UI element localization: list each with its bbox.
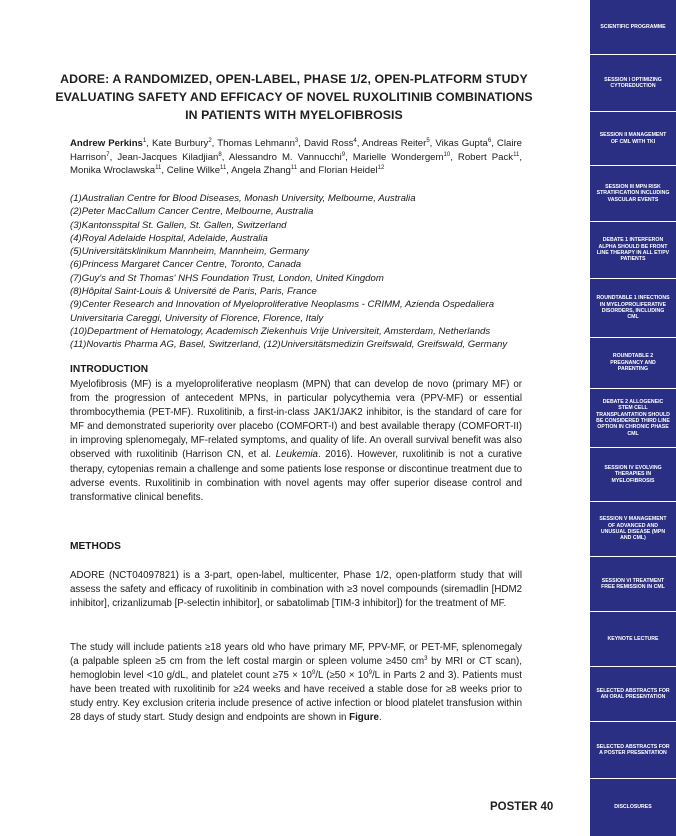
author-affiliation-index: 1 bbox=[142, 137, 147, 144]
intro-journal: Leukemia bbox=[275, 449, 318, 461]
author-name: Robert Pack bbox=[457, 151, 514, 163]
methods-p2-c: /L (≥50 × 10 bbox=[315, 670, 369, 682]
author-affiliation-index: 3 bbox=[294, 137, 299, 144]
author-list: Andrew Perkins$^1$, Kate Burbury$^2$, Thomas Lehmann$^3$, David Ross$^4$, Andreas Reiter$^5$, Vikas Gupta$^6$, Claire Harrison$^7$, Jean-Jacques Kiladjian$^8$, Alessandro M. Vannucchi$^9$, Marielle Wondergem$^{10}$, Robert Pack$^{11}$, Monika Wroclawska$^{11}$, Celine Wilke$^{11}$, Angela Zhang$^{11}$ and Florian Heidel$^{12}$ bbox=[70, 137, 522, 176]
sidebar-item-6[interactable] bbox=[590, 279, 676, 338]
methods-p2-sup3: 9 bbox=[368, 669, 372, 676]
introduction-heading: INTRODUCTION bbox=[70, 364, 149, 375]
affiliation-10: (10)Department of Hematology, Academisch Ziekenhuis Vrije Universiteit, Amsterdam, Netherlands bbox=[70, 325, 491, 337]
affiliation-7: (7)Guy's and St Thomas' NHS Foundation Trust, London, United Kingdom bbox=[70, 272, 384, 284]
sidebar-item-8[interactable] bbox=[590, 389, 676, 448]
sidebar-item-5[interactable] bbox=[590, 222, 676, 279]
affiliation-6: (6)Princess Margaret Cancer Centre, Toronto, Canada bbox=[70, 259, 302, 271]
methods-paragraph-1: ADORE (NCT04097821) is a 3-part, open-label, multicenter, Phase 1/2, open-platform study that will assess the safety and efficacy of ruxolitinib in combination with ≥3 novel compounds (siremadlin [HDM2 inhibitor], crizanlizumab [P-selectin inhibitor], or sabatolimab [TIM-3 inhibitor]) for the treatment of MF. bbox=[70, 570, 522, 610]
author-15 bbox=[318, 165, 384, 176]
sidebar-item-label: SELECTED ABSTRACTS FOR AN ORAL PRESENTATION bbox=[596, 687, 670, 700]
sidebar-item-1[interactable] bbox=[590, 0, 676, 55]
methods-p2-a: The study will include patients ≥18 years old who have primary MF, PPV-MF, or PET-MF, splenomegaly (a palpable spleen ≥5 cm from the left costal margin or spleen volume ≥450 cm bbox=[70, 642, 522, 668]
sidebar-item-label: ROUNDTABLE 1 INFECTIONS IN MYELOPROLIFERATIVE DISORDERS, INCLUDING CML bbox=[596, 295, 670, 321]
poster-number: POSTER 40 bbox=[490, 801, 554, 813]
sidebar-item-label: SESSION III MPN RISK STRATIFICATION INCLUDING VASCULAR EVENTS bbox=[596, 183, 670, 203]
author-name: Jean-Jacques Kiladjian bbox=[117, 151, 219, 163]
intro-text-a: Myelofibrosis (MF) is a myeloproliferative neoplasm (MPN) that can develop de novo (primary MF) or from the progression of antecedent MPNs, in particular polycythemia vera (PPV-MF) or essential thrombocythemia (PET-MF). Ruxolitinib, a first-in-class JAK1/JAK2 inhibitor, is the standard of care for MF and demonstrated superiority over placebo (COMFORT-I) and best available therapy (COMFORT-II) in improving splenomegaly, MF-related symptoms, and quality of life. An overall survival benefit was also observed with ruxolitinib (Harrison CN, et al. bbox=[70, 379, 522, 461]
methods-p2-d: /L in Parts 2 and 3). Patients must have been treated with ruxolitinib for ≥24 weeks and have received a stable dose for ≥8 weeks prior to study entry. Key exclusion criteria include presence of active infection or blood platelet transfusion within 28 days of study start. Study design and endpoints are shown in bbox=[70, 670, 522, 724]
title-line-2: EVALUATING SAFETY AND EFFICACY OF NOVEL RUXOLITINIB COMBINATIONS bbox=[55, 90, 533, 104]
author-2 bbox=[152, 138, 212, 149]
author-affiliation-index: 10 bbox=[443, 151, 451, 158]
author-affiliation-index: 2 bbox=[208, 137, 212, 144]
author-affiliation-index: 6 bbox=[487, 137, 492, 144]
methods-paragraph-2 bbox=[70, 641, 522, 726]
sidebar-item-label: SESSION II MANAGEMENT OF CML WITH TKI bbox=[599, 132, 667, 145]
author-affiliation-index: 9 bbox=[341, 151, 346, 158]
author-name: Claire Harrison bbox=[70, 138, 522, 163]
author-affiliation-index: 11 bbox=[155, 164, 162, 171]
author-1 bbox=[70, 138, 146, 149]
author-4 bbox=[304, 138, 357, 149]
author-name: Florian Heidel bbox=[318, 165, 378, 176]
author-13 bbox=[167, 165, 227, 176]
affiliation-9-cont: Universitaria Careggi, University of Florence, Florence, Italy bbox=[70, 312, 324, 324]
author-affiliation-index: 11 bbox=[290, 164, 298, 171]
affiliation-2: (2)Peter MacCallum Cancer Centre, Melbourne, Australia bbox=[70, 206, 314, 218]
sidebar-item-label: DEBATE 1 INTERFERON ALPHA SHOULD BE FRONT LINE THERAPY IN ALL ET/PV PATIENTS bbox=[596, 237, 670, 263]
author-affiliation-index: 8 bbox=[218, 151, 222, 158]
author-6 bbox=[435, 138, 491, 149]
author-affiliation-index: 11 bbox=[513, 151, 520, 158]
sidebar-item-13[interactable] bbox=[590, 667, 676, 722]
sidebar-item-label: SCIENTIFIC PROGRAMME bbox=[600, 23, 666, 30]
sidebar-item-3[interactable] bbox=[590, 112, 676, 166]
sidebar-item-label: SESSION I OPTIMIZING CYTOREDUCTION bbox=[604, 76, 662, 89]
affiliation-list bbox=[70, 192, 530, 352]
sidebar-nav bbox=[590, 0, 676, 836]
author-12 bbox=[70, 165, 161, 176]
sidebar-item-11[interactable] bbox=[590, 557, 676, 612]
affiliation-1: (1)Australian Centre for Blood Diseases, Monash University, Melbourne, Australia bbox=[70, 193, 416, 204]
sidebar-item-label: KEYNOTE LECTURE bbox=[607, 635, 659, 642]
sidebar-item-9[interactable] bbox=[590, 448, 676, 502]
figure-reference: Figure bbox=[349, 712, 379, 724]
author-name: Alessandro M. Vannucchi bbox=[228, 151, 342, 163]
author-name: Andrew Perkins bbox=[70, 138, 143, 149]
author-affiliation-index: 7 bbox=[106, 151, 110, 158]
introduction-text bbox=[70, 378, 522, 505]
affiliation-9: (9)Center Research and Innovation of Myeloproliferative Neoplasms - CRIMM, Azienda Ospedaliera bbox=[70, 299, 495, 311]
sidebar-item-14[interactable] bbox=[590, 722, 676, 779]
methods-p2-end: . bbox=[378, 712, 382, 724]
author-affiliation-index: 5 bbox=[426, 137, 430, 144]
sidebar-item-4[interactable] bbox=[590, 166, 676, 222]
author-name: David Ross bbox=[303, 138, 354, 149]
sidebar-item-12[interactable] bbox=[590, 612, 676, 667]
author-affiliation-index: 12 bbox=[377, 164, 385, 171]
affiliation-11-12: (11)Novartis Pharma AG, Basel, Switzerland, (12)Universitätsmedizin Greifswald, Greifswald, Germany bbox=[70, 339, 508, 351]
author-5 bbox=[362, 138, 430, 149]
author-name: Monika Wroclawska bbox=[70, 165, 156, 176]
author-11 bbox=[458, 152, 519, 163]
affiliation-4: (4)Royal Adelaide Hospital, Adelaide, Australia bbox=[70, 232, 268, 244]
page-title bbox=[40, 70, 548, 124]
methods-heading: METHODS bbox=[70, 541, 121, 552]
sidebar-item-label: DISCLOSURES bbox=[614, 804, 652, 811]
author-name: Celine Wilke bbox=[166, 165, 221, 176]
sidebar-item-label: SELECTED ABSTRACTS FOR A POSTER PRESENTATION bbox=[596, 743, 670, 756]
author-name: Thomas Lehmann bbox=[217, 138, 295, 149]
author-3 bbox=[217, 138, 298, 149]
affiliation-5: (5)Universitätsklinikum Mannheim, Mannheim, Germany bbox=[70, 246, 309, 258]
sidebar-item-label: SESSION V MANAGEMENT OF ADVANCED AND UNUSUAL DISEASE (MPN AND CML) bbox=[599, 516, 667, 542]
author-affiliation-index: 11 bbox=[220, 164, 227, 171]
sidebar-item-label: SESSION IV EVOLVING THERAPIES IN MYELOFIBROSIS bbox=[604, 464, 662, 484]
sidebar-item-label: SESSION VI TREATMENT FREE REMISSION IN CML bbox=[601, 577, 665, 590]
affiliation-3: (3)Kantonsspital St. Gallen, St. Gallen, Switzerland bbox=[70, 219, 287, 231]
sidebar-item-15[interactable] bbox=[590, 779, 676, 836]
methods-p2-sup1: 3 bbox=[424, 655, 428, 662]
author-affiliation-index: 4 bbox=[353, 137, 357, 144]
methods-p2-sup2: 9 bbox=[311, 669, 316, 676]
sidebar-item-label: ROUNDTABLE 2 PREGNANCY AND PARENTING bbox=[610, 353, 656, 373]
affiliation-8: (8)Hôpital Saint-Louis & Université de Paris, Paris, France bbox=[70, 286, 317, 298]
author-name: Kate Burbury bbox=[151, 138, 209, 149]
author-10 bbox=[353, 152, 450, 163]
author-14 bbox=[231, 165, 297, 176]
title-line-1: ADORE: A RANDOMIZED, OPEN-LABEL, PHASE 1/2, OPEN-PLATFORM STUDY bbox=[60, 72, 528, 86]
sidebar-item-label: DEBATE 2 ALLOGENEIC STEM CELL TRANSPLANTATION SHOULD BE CONSIDERED THIRD LINE OPTION IN CHRONIC PHASE CML bbox=[596, 398, 670, 437]
author-name: Andreas Reiter bbox=[361, 138, 427, 149]
author-name: Vikas Gupta bbox=[435, 138, 488, 149]
intro-text-b: . 2016). However, ruxolitinib is not a curative therapy, cytopenias remain a challenge and some patients lose response or discontinue treatment due to adverse events. Ruxolitinib in combination with novel agents may offer superior disease control and transformative clinical benefits. bbox=[70, 449, 522, 503]
author-name: Angela Zhang bbox=[231, 165, 291, 176]
sidebar-item-10[interactable] bbox=[590, 502, 676, 557]
sidebar-item-2[interactable] bbox=[590, 55, 676, 112]
title-line-3: IN PATIENTS WITH MYELOFIBROSIS bbox=[185, 108, 403, 122]
methods-p2-b: by MRI or CT scan), hemoglobin level <10 g/dL, and platelet count ≥75 × 10 bbox=[70, 656, 522, 682]
author-name: Marielle Wondergem bbox=[352, 151, 444, 163]
author-9 bbox=[229, 152, 345, 163]
sidebar-item-7[interactable] bbox=[590, 338, 676, 389]
author-8 bbox=[117, 152, 221, 163]
